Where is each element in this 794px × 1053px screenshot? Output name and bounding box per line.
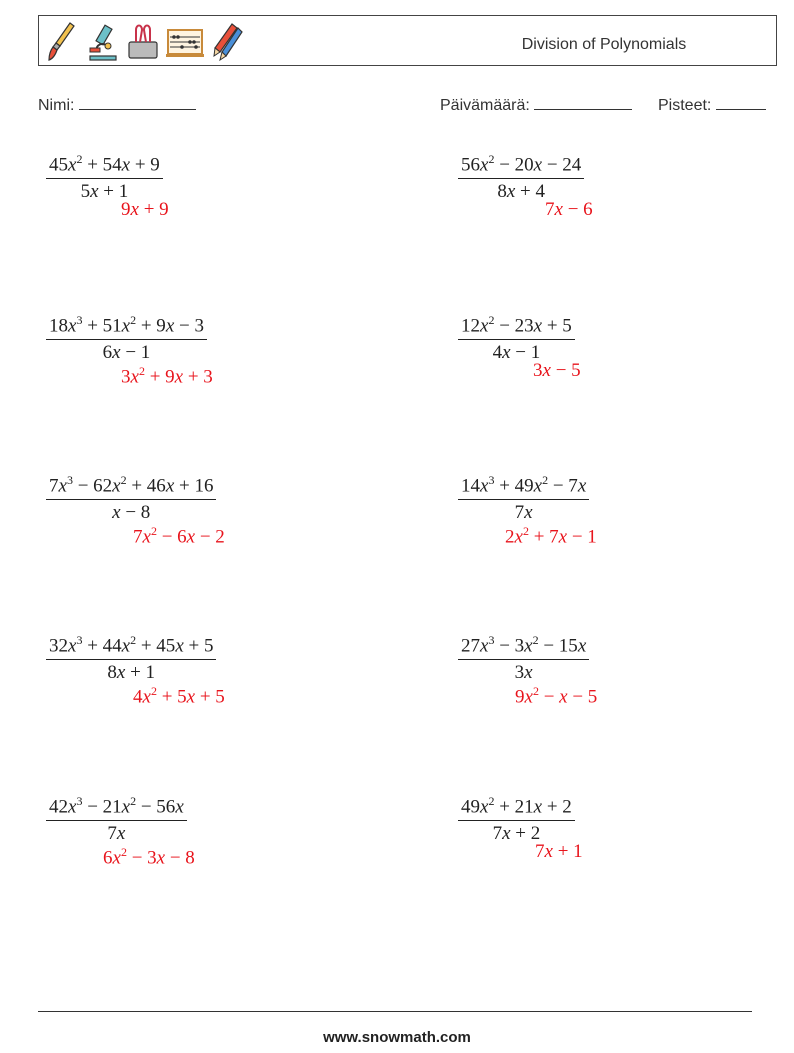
paintbrush-icon (46, 20, 80, 62)
numerator: $49x^2 + 21x + 2$ (458, 790, 575, 821)
name-field[interactable] (38, 95, 196, 115)
answer: $6x^2 - 3x - 8$ (103, 845, 195, 869)
fraction (46, 148, 163, 203)
name-label: Nimi: (38, 97, 75, 114)
problem-3 (46, 309, 207, 364)
numerator: $45x^2 + 54x + 9$ (46, 148, 163, 179)
answer: 9x + 9 (121, 199, 169, 220)
denominator: 5x + 1 (80, 181, 129, 203)
footer-divider (38, 1011, 752, 1012)
numerator: $7x^3 - 62x^2 + 46x + 16$ (46, 469, 216, 500)
date-label: Päivämäärä: (440, 97, 530, 114)
numerator: $12x^2 - 23x + 5$ (458, 309, 575, 340)
problem-4 (458, 309, 575, 364)
date-blank[interactable] (534, 95, 632, 110)
fraction (458, 148, 584, 203)
numerator: $56x^2 - 20x - 24$ (458, 148, 584, 179)
denominator: 3x (514, 662, 533, 684)
problem-1 (46, 148, 163, 203)
abacus-icon (166, 20, 204, 62)
worksheet-title: Division of Polynomials (521, 36, 687, 53)
score-blank[interactable] (716, 95, 766, 110)
fraction (46, 469, 216, 524)
denominator: x − 8 (112, 502, 151, 524)
problem-6 (458, 469, 589, 524)
fraction (458, 629, 589, 684)
answer: $2x^2 + 7x - 1$ (505, 524, 597, 548)
fraction (46, 629, 216, 684)
fraction (458, 790, 575, 845)
date-field[interactable] (440, 95, 632, 115)
denominator: 7x (107, 823, 126, 845)
answer: $3x^2 + 9x + 3$ (121, 364, 213, 388)
numerator: $42x^3 - 21x^2 - 56x$ (46, 790, 187, 821)
denominator: 8x + 4 (497, 181, 545, 203)
worksheet-header (38, 15, 777, 66)
answer: 7x − 6 (545, 199, 593, 220)
score-label: Pisteet: (658, 97, 712, 114)
score-field[interactable] (658, 95, 766, 115)
numerator: $27x^3 - 3x^2 - 15x$ (458, 629, 589, 660)
footer-url[interactable]: www.snowmath.com (323, 1029, 471, 1046)
fraction (458, 469, 589, 524)
denominator: 4x − 1 (492, 342, 541, 364)
problem-5 (46, 469, 216, 524)
numerator: $18x^3 + 51x^2 + 9x - 3$ (46, 309, 207, 340)
microscope-icon (86, 20, 120, 62)
fraction (46, 309, 207, 364)
binder-clip-icon (126, 20, 160, 62)
problem-9 (46, 790, 187, 845)
fraction (46, 790, 187, 845)
answer: $4x^2 + 5x + 5$ (133, 684, 225, 708)
denominator: 7x (514, 502, 533, 524)
answer: $9x^2 - x - 5$ (515, 684, 598, 708)
answer: 3x − 5 (533, 360, 581, 381)
denominator: 8x + 1 (107, 662, 156, 684)
answer: 7x + 1 (535, 841, 583, 862)
name-blank[interactable] (79, 95, 196, 110)
problem-8 (458, 629, 589, 684)
numerator: $14x^3 + 49x^2 - 7x$ (458, 469, 589, 500)
fraction (458, 309, 575, 364)
numerator: $32x^3 + 44x^2 + 45x + 5$ (46, 629, 216, 660)
problem-2 (458, 148, 584, 203)
denominator: 6x − 1 (102, 342, 151, 364)
answer: $7x^2 - 6x - 2$ (133, 524, 225, 548)
pencils-icon (210, 20, 244, 62)
problem-7 (46, 629, 216, 684)
header-icons (46, 20, 244, 62)
denominator: 7x + 2 (492, 823, 541, 845)
problem-10 (458, 790, 575, 845)
